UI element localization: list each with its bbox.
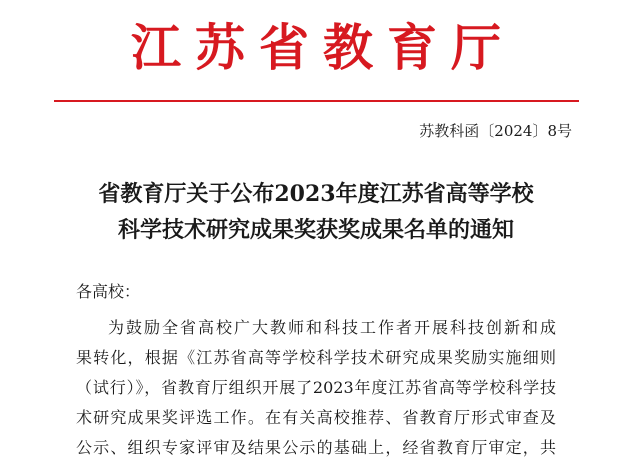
title-line-1: 省教育厅关于公布2023年度江苏省高等学校 <box>98 181 534 207</box>
salutation: 各高校： <box>76 282 141 301</box>
document-number: 苏教科函〔2024〕8号 <box>419 122 572 140</box>
letterhead-title: 江苏省教育厅 <box>131 18 515 77</box>
body-line: 果转化，根据《江苏省高等学校科学技术研究成果奖励实施细则 <box>76 348 556 367</box>
body-line: 术研究成果奖评选工作。在有关高校推荐、省教育厅形式审查及 <box>76 408 556 427</box>
body-line: 为鼓励全省高校广大教师和科技工作者开展科技创新和成 <box>108 318 556 337</box>
body-paragraph <box>76 313 556 463</box>
letterhead-red-rule <box>54 100 579 102</box>
body-line: （试行）》，省教育厅组织开展了2023年度江苏省高等学校科学技 <box>76 378 556 397</box>
title-line-2: 科学技术研究成果奖获奖成果名单的通知 <box>117 217 514 243</box>
body-line: 公示、组织专家评审及结果公示的基础上，经省教育厅审定，共 <box>76 438 556 457</box>
document-title <box>0 176 632 248</box>
